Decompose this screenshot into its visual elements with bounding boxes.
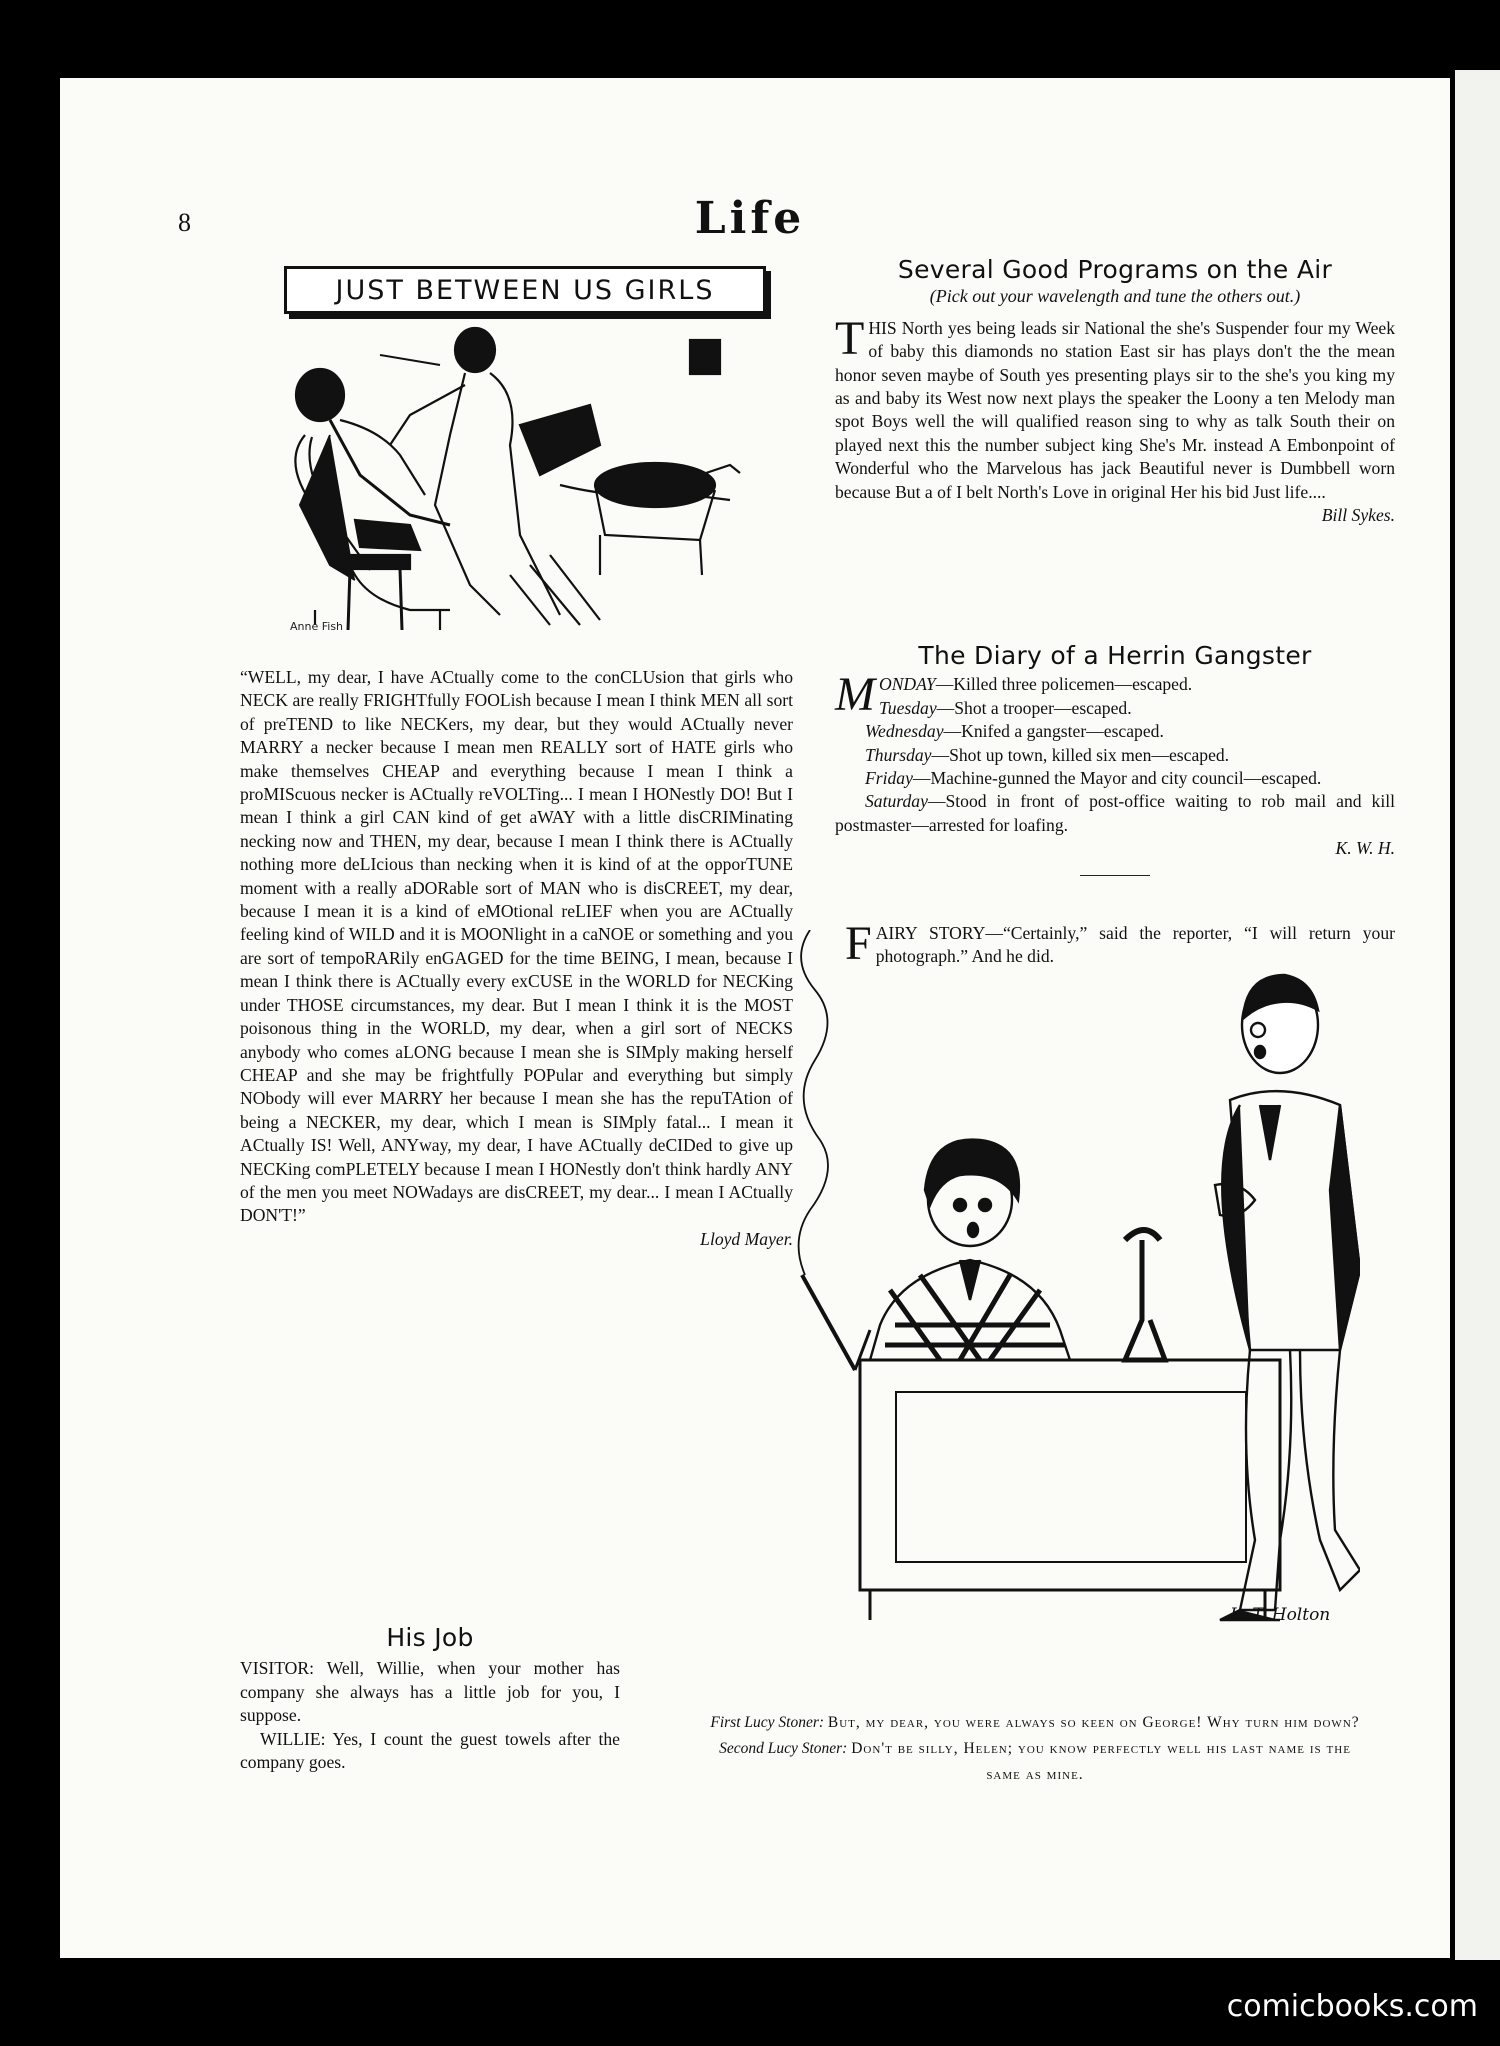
caption-line-2: Don't be silly, Helen; you know perfectly well his last name is the same as mine.: [851, 1740, 1351, 1783]
caption-line-1: But, my dear, you were always so keen on George! Why turn him down?: [827, 1714, 1360, 1731]
diary-entry-text: —Killed three policemen—escaped.: [935, 674, 1193, 695]
programs-subtitle: (Pick out your wavelength and tune the others out.): [929, 286, 1301, 307]
section-banner: JUST BETWEEN US GIRLS: [284, 266, 766, 314]
caption-speaker-1: First Lucy Stoner:: [710, 1714, 825, 1731]
diary-entry-day: ONDAY: [878, 674, 936, 695]
his-job-title: His Job: [386, 1623, 474, 1652]
fairy-body: AIRY STORY—“Certainly,” said the reporter, “I will return your photograph.” And he did.: [875, 923, 1395, 967]
programs-title: Several Good Programs on the Air: [897, 255, 1333, 284]
section-divider: [1080, 875, 1150, 876]
diary-entry-day: Saturday: [865, 791, 928, 812]
cartoon-caption: [700, 1710, 1370, 1788]
article-girls-body: “WELL, my dear, I have ACtually come to the conCLUsion that girls who NECK are really FRIGHTfully FOOLish because I mean I think MEN all sort of preTEND to like NECKers, my dear, but they would ACtually never MARRY a necker because I mean men REALLY sort of HATE girls who make themselves CHEAP and everything because I mean I think a proMIScuous necker is ACtually reVOLTing... I mean I HONestly DO! But I mean I think a girl CAN kind of get aWAY with a little disCRIMinating necking now and THEN, my dear, because I mean I think there is ACtually nothing more deLIcious than necking when it is kind of at the opporTUNE moment with a really aDORable sort of MAN who is disCREET, my dear, because I mean it is a kind of eMOtional reLIEF when you are ACtually feeling kind of WILD and it is MOONlight in a caNOE or something and you are sort of tempoRARily enGAGED for the time BEING, I mean, because I mean I think there is ACtually every exCUSE in the WORLD for NECKing under THOSE circumstances, my dear. But I mean I think it is the MOST poisonous thing in the WORLD, my dear, when a girl sort of NECKS anybody who comes aLONG because I mean she is SIMply making herself CHEAP and she may be frightfully POPular and everything but simply NObody will ever MARRY her because I mean she has the repuTAtion of being a NECKER, my dear, which I mean is SIMply fatal... I mean it ACtually IS! Well, ANYway, my dear, I have ACtually deCIDed to give up NECKing comPLETELY because I mean I HONestly don't think hardly ANY of the men you meet NOWadays are disCREET, my dear... I mean I ACtually DON'T!”: [240, 667, 793, 1226]
diary-author: K. W. H.: [1335, 838, 1395, 859]
diary-entry-text: —Knifed a gangster—escaped.: [943, 721, 1164, 742]
article-his-job: [240, 1623, 620, 1774]
diary-entry-text: —Shot up town, killed six men—escaped.: [931, 744, 1230, 765]
page-number: 8: [178, 208, 191, 237]
office-cartoon: [640, 930, 1360, 1710]
girls-illustration: [260, 325, 820, 645]
diary-dropcap: M: [835, 668, 875, 722]
diary-entry-day: Tuesday: [878, 697, 937, 718]
diary-entry-day: Friday: [865, 768, 913, 789]
programs-author: Bill Sykes.: [1321, 505, 1395, 526]
his-job-willie-speaker: WILLIE:: [260, 1728, 326, 1749]
illustration-signature-top: Anne Fish: [290, 620, 344, 633]
masthead: Life: [694, 193, 806, 244]
diary-entry-text: —Stood in front of post-office waiting to rob mail and kill postmaster—arrested for loafing.: [835, 791, 1395, 835]
article-diary: [835, 641, 1395, 890]
watermark: comicbooks.com: [1226, 1989, 1478, 2024]
diary-title: The Diary of a Herrin Gangster: [918, 641, 1312, 670]
facing-page-edge: [1452, 70, 1500, 1960]
article-programs: [835, 255, 1395, 527]
his-job-willie-line: Yes, I count the guest towels after the company goes.: [240, 1728, 620, 1773]
programs-body: HIS North yes being leads sir National the she's Suspender four my Week of baby this diamonds no station East sir has plays don't the the mean honor seven maybe of South yes presenting plays sir to the she's you king my as and baby its West now next plays the speaker the Loony a ten Melody man spot Boys well the will qualified reason sing to why as talk South their on played next this the number subject king She's Mr. instead A Embonpoint of Wonderful who the Marvelous has jack Beautiful never is Dumbbell worn because But a of I belt North's Love in original Her his bid Just life....: [835, 317, 1395, 502]
fairy-dropcap: F: [845, 917, 872, 970]
article-girls-author: Lloyd Mayer.: [700, 1228, 793, 1249]
his-job-visitor-line: Well, Willie, when your mother has company she always has a little job for you, I suppose.: [240, 1658, 620, 1726]
his-job-visitor-speaker: VISITOR:: [240, 1658, 314, 1679]
diary-entry-day: Wednesday: [865, 721, 944, 742]
caption-speaker-2: Second Lucy Stoner:: [719, 1740, 848, 1757]
diary-entry-text: —Machine-gunned the Mayor and city council—escaped.: [912, 768, 1322, 789]
diary-entry-text: —Shot a trooper—escaped.: [936, 697, 1132, 718]
cartoon-signature: L. T. Holton: [1230, 1605, 1331, 1625]
programs-dropcap: T: [835, 311, 865, 365]
diary-entry-day: Thursday: [865, 744, 932, 765]
